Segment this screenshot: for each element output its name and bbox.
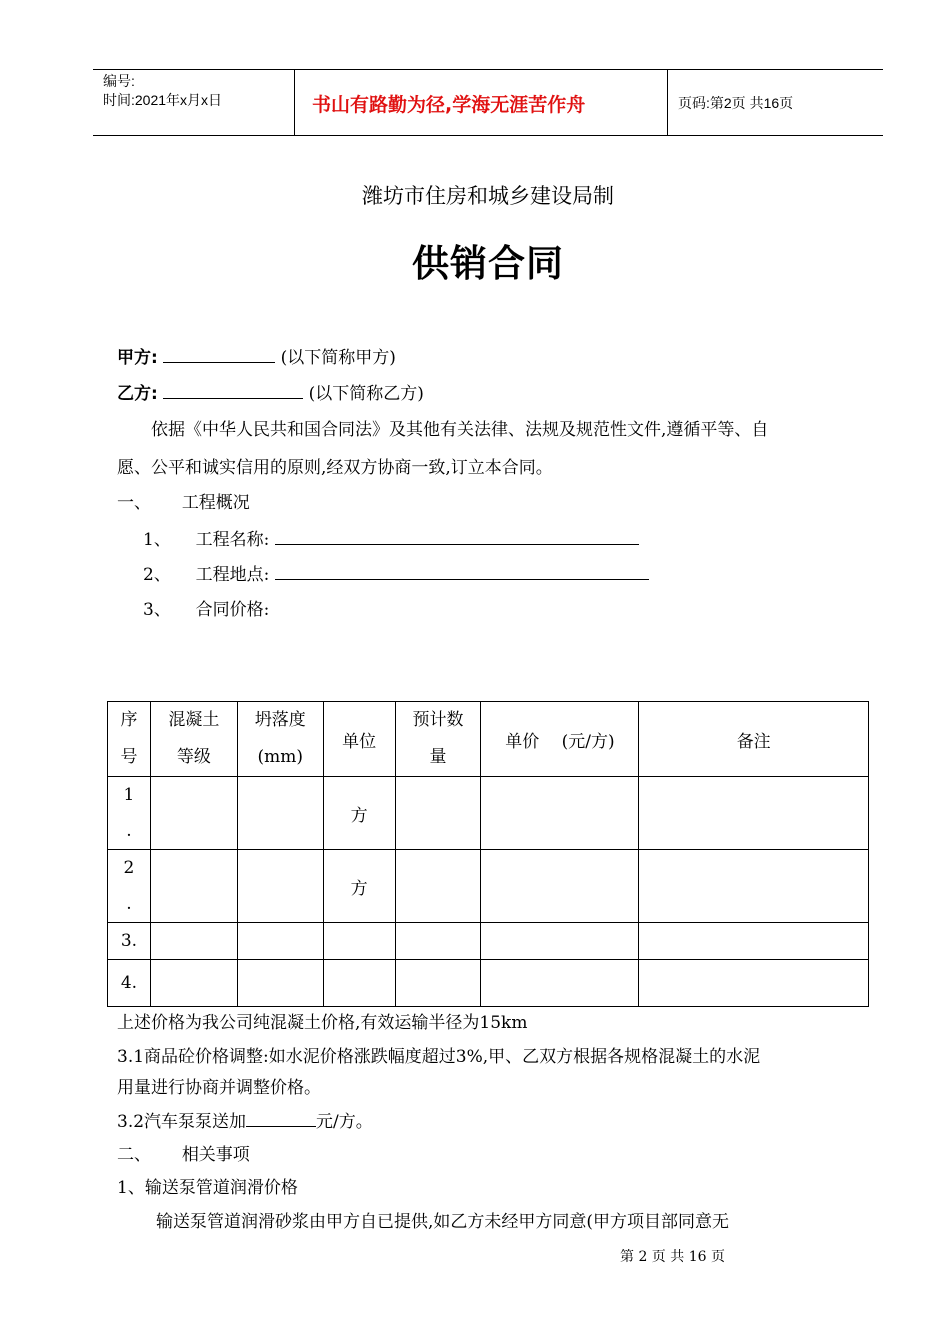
table-cell[interactable] <box>237 960 323 1007</box>
table-cell[interactable] <box>395 777 481 850</box>
table-cell[interactable] <box>395 850 481 923</box>
lubrication-paragraph: 输送泵管道润滑砂浆由甲方自已提供,如乙方未经甲方同意(甲方项目部同意无 <box>156 1212 730 1232</box>
contract-price-label: 合同价格: <box>195 600 270 620</box>
header-motto: 书山有路勤为径,学海无涯苦作舟 <box>312 94 586 116</box>
contract-price-line <box>143 595 269 620</box>
project-location-line <box>143 560 649 585</box>
clause-3-2-suffix: 元/方。 <box>316 1112 373 1132</box>
party-a-note: (以下简称甲方) <box>280 348 396 368</box>
column-header: 备注 <box>639 702 869 777</box>
header-divider <box>294 69 295 136</box>
project-name-line <box>143 525 639 550</box>
unit-cell: 方 <box>323 850 395 923</box>
column-header: 坍落度 (mm) <box>237 702 323 777</box>
table-cell[interactable] <box>481 777 639 850</box>
table-row <box>108 923 869 960</box>
party-a-line <box>117 343 396 368</box>
section-1-number: 一、 <box>117 493 151 513</box>
table-cell[interactable] <box>481 923 639 960</box>
pump-price-blank[interactable] <box>246 1112 316 1127</box>
column-header: 预计数 量 <box>395 702 481 777</box>
row-number-cell: 2 . <box>108 850 151 923</box>
table-row <box>108 777 869 850</box>
table-cell[interactable] <box>237 850 323 923</box>
project-name-label: 工程名称: <box>195 530 270 550</box>
section-2-heading <box>117 1140 250 1165</box>
table-cell[interactable] <box>395 923 481 960</box>
price-note: 上述价格为我公司纯混凝土价格,有效运输半径为15km <box>117 1013 528 1033</box>
clause-3-1-line2: 用量进行协商并调整价格。 <box>117 1078 321 1098</box>
section-2-number: 二、 <box>117 1145 151 1165</box>
item-number: 3、 <box>143 600 171 620</box>
header-page-label: 页码:第2页 共16页 <box>678 95 794 111</box>
section-2-title: 相关事项 <box>181 1145 250 1165</box>
table-cell[interactable] <box>237 777 323 850</box>
item-number: 2、 <box>143 565 171 585</box>
price-table <box>107 701 869 1007</box>
table-cell[interactable] <box>481 850 639 923</box>
table-cell[interactable] <box>237 923 323 960</box>
intro-paragraph-line2: 愿、公平和诚实信用的原则,经双方协商一致,订立本合同。 <box>117 458 553 478</box>
column-header: 单位 <box>323 702 395 777</box>
table-cell[interactable] <box>639 850 869 923</box>
header-top-rule <box>93 69 883 70</box>
table-cell[interactable] <box>150 850 237 923</box>
party-b-note: (以下简称乙方) <box>308 384 424 404</box>
clause-3-1-line1: 3.1商品砼价格调整:如水泥价格涨跌幅度超过3%,甲、乙双方根据各规格混凝土的水泥 <box>117 1047 761 1067</box>
project-location-blank[interactable] <box>275 565 649 580</box>
party-a-blank[interactable] <box>163 348 275 363</box>
section-1-heading <box>117 488 250 513</box>
table-cell[interactable] <box>150 777 237 850</box>
table-cell[interactable] <box>150 960 237 1007</box>
unit-cell: 方 <box>323 777 395 850</box>
row-number-cell: 3. <box>108 923 151 960</box>
table-cell[interactable] <box>481 960 639 1007</box>
item-number: 1、 <box>143 530 171 550</box>
table-cell[interactable] <box>150 923 237 960</box>
party-a-label: 甲方: <box>117 348 158 368</box>
table-cell[interactable] <box>639 923 869 960</box>
header-divider <box>667 69 668 136</box>
column-header: 序 号 <box>108 702 151 777</box>
page-title: 供销合同 <box>412 242 564 285</box>
header-time-label: 时间:2021年x月x日 <box>103 92 223 108</box>
project-location-label: 工程地点: <box>195 565 270 585</box>
column-header: 混凝土 等级 <box>150 702 237 777</box>
unit-cell <box>323 960 395 1007</box>
table-row <box>108 960 869 1007</box>
clause-3-2-line <box>117 1107 373 1132</box>
column-header: 单价 (元/方) <box>481 702 639 777</box>
table-cell[interactable] <box>639 777 869 850</box>
table-cell[interactable] <box>639 960 869 1007</box>
row-number-cell: 1 . <box>108 777 151 850</box>
section-1-title: 工程概况 <box>181 493 250 513</box>
party-b-label: 乙方: <box>117 384 158 404</box>
party-b-line <box>117 379 424 404</box>
header-number-label: 编号: <box>103 73 135 89</box>
unit-cell <box>323 923 395 960</box>
lubrication-item-heading: 1、输送泵管道润滑价格 <box>117 1178 298 1198</box>
table-header-row <box>108 702 869 777</box>
table-row <box>108 850 869 923</box>
party-b-blank[interactable] <box>163 384 303 399</box>
row-number-cell: 4. <box>108 960 151 1007</box>
issuer-line: 潍坊市住房和城乡建设局制 <box>362 184 614 208</box>
intro-paragraph-line1: 依据《中华人民共和国合同法》及其他有关法律、法规及规范性文件,遵循平等、自 <box>151 420 769 440</box>
page-footer: 第 2 页 共 16 页 <box>620 1249 725 1265</box>
project-name-blank[interactable] <box>275 530 639 545</box>
table-cell[interactable] <box>395 960 481 1007</box>
header-bottom-rule <box>93 135 883 136</box>
clause-3-2-prefix: 3.2汽车泵泵送加 <box>117 1112 247 1132</box>
